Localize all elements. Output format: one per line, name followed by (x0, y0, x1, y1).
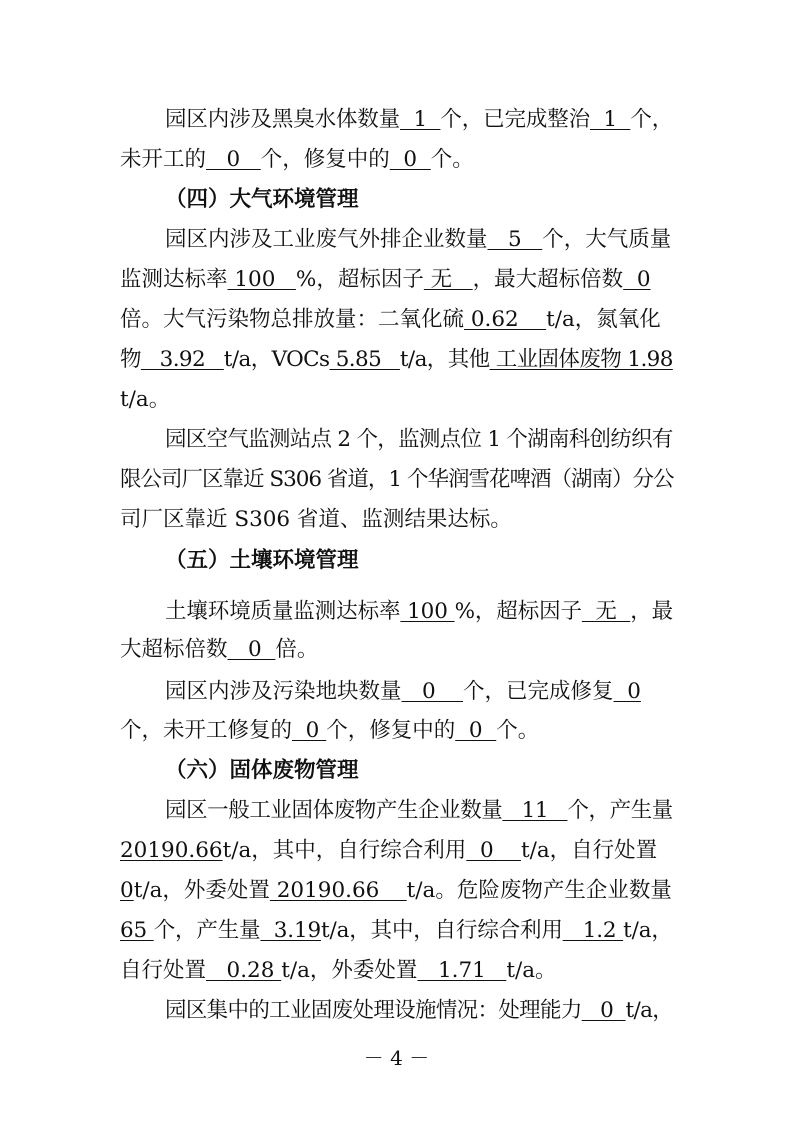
page-number: － 4 － (363, 1046, 430, 1070)
section-heading (165, 189, 359, 211)
underlined-value: 0 (466, 838, 521, 863)
text-segment: （四）大气环境管理 (165, 187, 359, 212)
text-line (120, 309, 661, 331)
underlined-value: 0 (389, 147, 431, 172)
underlined-value: 3.92 (140, 347, 224, 372)
text-segment: 个，大气质量 (542, 227, 672, 252)
underlined-value: 工业固体废物 1.98 (489, 347, 673, 372)
text-segment: 个。 (496, 718, 540, 743)
text-line (120, 349, 673, 371)
text-line (120, 720, 539, 742)
text-line (120, 389, 170, 411)
text-segment: t/a。 (120, 387, 171, 412)
underlined-value: 无 (423, 267, 473, 292)
text-segment: t/a，外委处置 (281, 958, 418, 983)
text-line (120, 269, 651, 291)
text-segment: （五）土壤环境管理 (165, 548, 359, 573)
text-segment: ，最大超标倍数 (472, 267, 624, 292)
underlined-value: 1 (589, 107, 631, 132)
text-segment: %，超标因子 (295, 267, 424, 292)
text-segment: t/a， (625, 998, 674, 1023)
underlined-value: 0.62 (464, 307, 547, 332)
text-segment: 个，已完成修复 (463, 679, 614, 704)
text-segment: t/a， (623, 918, 673, 943)
text-segment: 监测达标率 (120, 267, 228, 292)
text-segment: 司厂区靠近 S306 省道、监测结果达标。 (120, 507, 512, 532)
text-segment: %，超标因子 (454, 599, 582, 624)
text-line (120, 639, 318, 661)
underlined-value: 20190.66 (269, 878, 407, 903)
text-line (120, 920, 673, 942)
underlined-value: 0.28 (206, 958, 282, 983)
text-segment: 倍。大气污染物总排放量：二氧化硫 (120, 307, 465, 332)
underlined-value: 0 (227, 637, 276, 662)
text-segment: 土壤环境质量监测达标率 (165, 599, 401, 624)
underlined-value: 0 (455, 718, 497, 743)
text-line (120, 469, 673, 491)
text-line (120, 509, 512, 531)
text-segment: 自行处置 (120, 958, 207, 983)
text-segment: 园区内涉及污染地块数量 (165, 679, 402, 704)
text-segment: （六）固体废物管理 (165, 758, 359, 783)
text-segment: 园区一般工业固体废物产生企业数量 (165, 798, 503, 823)
underlined-value: 1.71 (417, 958, 507, 983)
text-segment: 个，产生量 (153, 918, 261, 943)
text-segment: 未开工的 (120, 147, 207, 172)
underlined-value: 0 (206, 147, 261, 172)
text-line (165, 1000, 673, 1022)
text-line (165, 681, 641, 703)
underlined-value: 20190.66 (120, 838, 223, 863)
text-line (120, 960, 557, 982)
underlined-value: 0 (401, 679, 464, 704)
text-segment: ，最 (630, 599, 674, 624)
text-segment: 个，修复中的 (260, 147, 390, 172)
underlined-value: 100 (227, 267, 296, 292)
text-segment: 物 (120, 347, 141, 372)
text-segment: 个，未开工修复的 (120, 718, 293, 743)
underlined-value: 0 (120, 878, 134, 903)
text-segment: t/a，氮氧化 (546, 307, 661, 332)
underlined-value: 65 (120, 918, 154, 943)
text-segment: 园区空气监测站点 2 个，监测点位 1 个湖南科创纺织有 (165, 427, 673, 452)
section-heading (165, 550, 359, 572)
underlined-value: 1 (400, 107, 441, 132)
text-segment: 限公司厂区靠近 S306 省道，1 个华润雪花啤酒（湖南）分公 (120, 467, 674, 492)
section-heading (165, 760, 359, 782)
text-segment: 个，已完成整治 (440, 107, 590, 132)
text-line (165, 229, 671, 251)
text-segment: 个， (630, 107, 674, 132)
text-segment: t/a，其中，自行综合利用 (321, 918, 563, 943)
underlined-value: 0 (623, 267, 651, 292)
underlined-value: 0 (613, 679, 641, 704)
text-line (165, 429, 673, 451)
text-segment: 园区集中的工业固废处理设施情况：处理能力 (165, 998, 582, 1023)
text-segment: t/a，自行处置 (520, 838, 658, 863)
text-segment: 倍。 (275, 637, 319, 662)
underlined-value: 100 (400, 599, 455, 624)
underlined-value: 无 (581, 599, 631, 624)
text-segment: 园区内涉及工业废气外排企业数量 (165, 227, 488, 252)
underlined-value: 5.85 (329, 347, 400, 372)
text-segment: 个，修复中的 (326, 718, 456, 743)
text-segment: t/a，外委处置 (133, 878, 270, 903)
text-line (120, 149, 474, 171)
text-segment: 个。 (430, 147, 474, 172)
text-segment: 园区内涉及黑臭水体数量 (165, 107, 401, 132)
text-segment: t/a。危险废物产生企业数量 (406, 878, 672, 903)
text-line (120, 880, 672, 902)
text-line (165, 601, 673, 623)
text-segment: 个，产生量 (567, 798, 673, 823)
text-line (120, 840, 657, 862)
text-segment: t/a。 (506, 958, 557, 983)
underlined-value: 5 (487, 227, 543, 252)
text-line (165, 800, 673, 822)
text-segment: 大超标倍数 (120, 637, 228, 662)
text-line (165, 109, 673, 131)
text-segment: t/a，其他 (399, 347, 490, 372)
text-segment: t/a，其中，自行综合利用 (222, 838, 467, 863)
underlined-value: 0 (581, 998, 626, 1023)
underlined-value: 11 (502, 798, 568, 823)
underlined-value: 0 (292, 718, 327, 743)
underlined-value: 1.2 (562, 918, 624, 943)
text-segment: t/a，VOCs (223, 347, 330, 372)
underlined-value: 3.19 (260, 918, 322, 943)
